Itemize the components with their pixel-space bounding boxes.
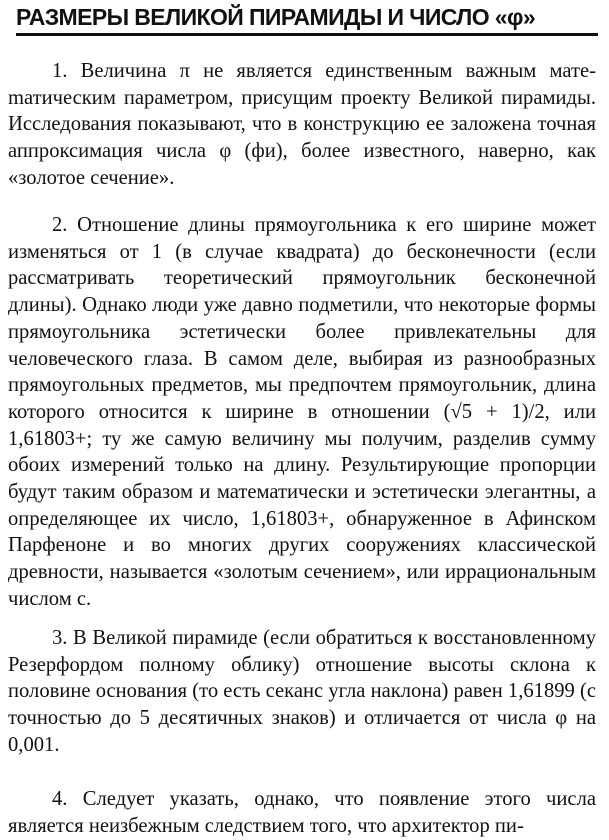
paragraph-4: 4. Следует указать, однако, что появление этого числа является неизбежным следствием того, что архитектор пи-	[8, 788, 596, 837]
page-title: РАЗМЕРЫ ВЕЛИКОЙ ПИРАМИДЫ И ЧИСЛО «φ»	[16, 4, 536, 30]
paragraph-2: 2. Отношение длины прямоугольника к его ширине может изменяться от 1 (в случае квадрата) до бесконечности (если рассматривать теоретический прямоугольник бесконечной длины). Однако люди уже давно подметили, что некоторые формы прямоугольника эстетически более привлекательны для человеческого глаза. В самом деле, выбирая из разнообразных прямоугольных предметов, мы предпочтем прямоугольник, длина которого относится к ширине в отношении (√5 + 1)/2, или 1,61803+; ту же самую величину мы получим, разделив сумму обоих измерений только на длину. Результирующие пропорции будут таким образом и математически и эстетически элегантны, а определяющее их число, 1,61803+, обнаруженное в Афинском Парфеноне и во многих других сооружениях классической древности, называется «золотым сечением», или иррациональным числом с.	[8, 214, 596, 610]
paragraph-1: 1. Величина π не является единственным важным матеmатическим параметром, присущим проекту Великой пирамиды. Исследования показывают, что в конструкцию ее заложена точная аппроксимация числа φ (фи), более известного, наверно, как «золотое сечение».	[8, 60, 596, 189]
paragraph-3: 3. В Великой пирамиде (если обратиться к восстановленному Резерфордом полному облику) отношение высоты склона к половине основания (то есть секанс угла наклона) равен 1,61899 (с точностью до 5 десятичных знаков) и отличается от числа φ на 0,001.	[8, 627, 596, 756]
heading-block	[16, 2, 598, 36]
